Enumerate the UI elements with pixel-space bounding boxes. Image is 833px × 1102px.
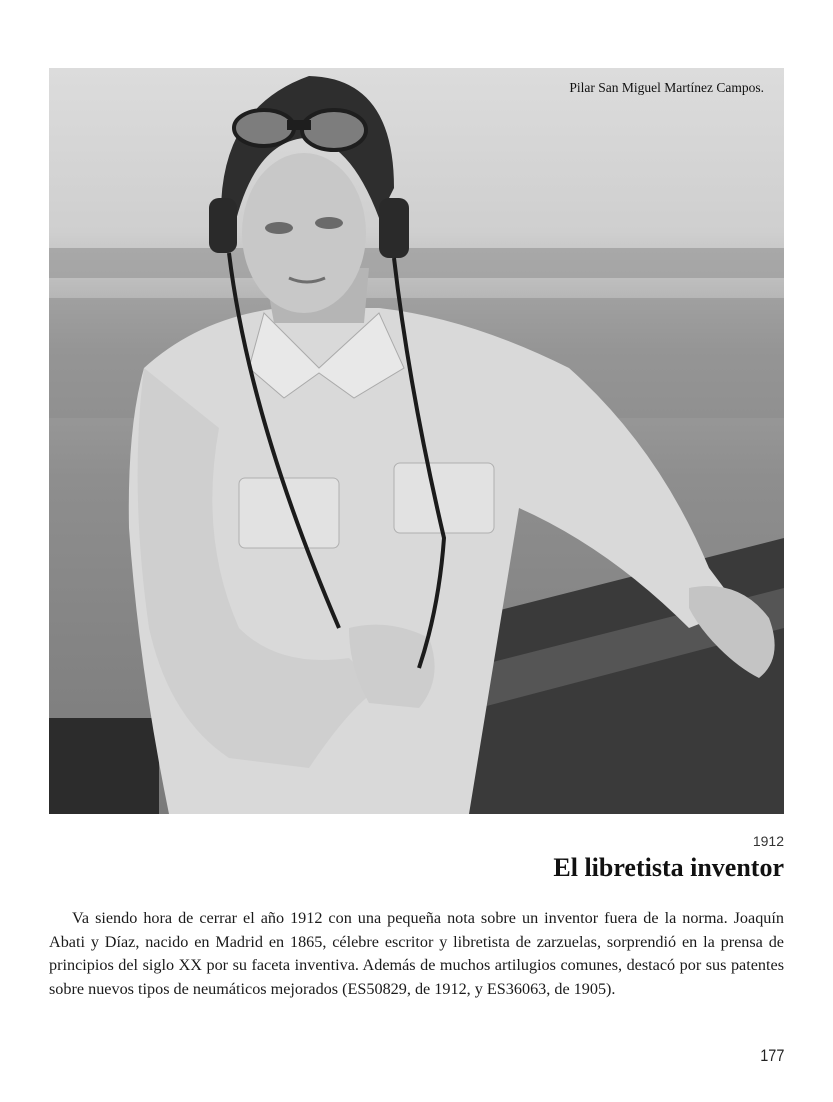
- aviator-illustration: [49, 68, 784, 814]
- photo-credit: Pilar San Miguel Martínez Campos.: [569, 80, 764, 95]
- article-title: El libretista inventor: [553, 853, 784, 882]
- aviator-photograph: [49, 68, 784, 814]
- article-body: Va siendo hora de cerrar el año 1912 con una pequeña nota sobre un inventor fuera de la norma. Joaquín Abati y Díaz, nacido en Madrid en 1865, célebre escritor y libretista de zarzuelas, sorprendió en la prensa de principios del siglo XX por su faceta inventiva. Además de muchos artilugios comunes, destacó por sus patentes sobre nuevos tipos de neumáticos mejorados (ES50829, de 1912, y ES36063, de 1905).: [49, 909, 784, 998]
- article-year: 1912: [752, 833, 784, 849]
- page-number: 177: [759, 1046, 784, 1065]
